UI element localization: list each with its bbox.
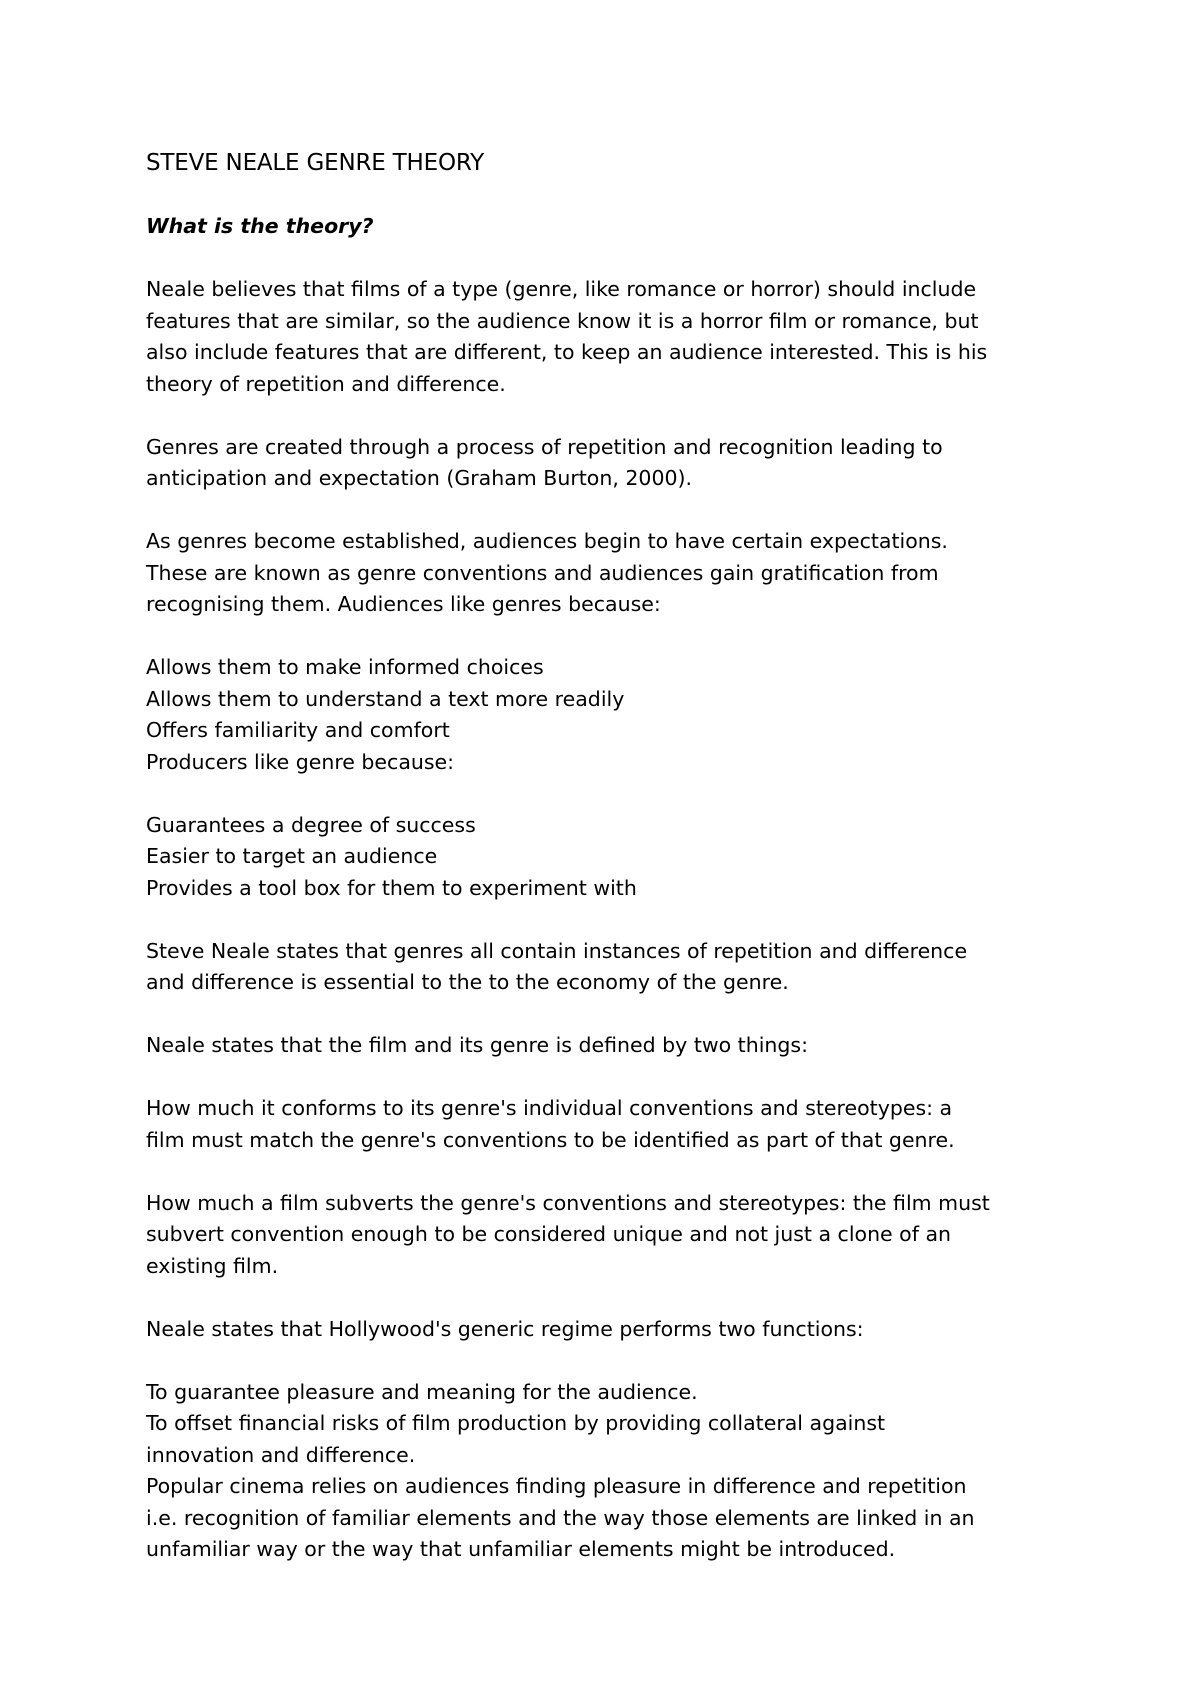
text-line: unfamiliar way or the way that unfamiliar elements might be introduced.: [146, 1537, 896, 1561]
paragraph-repetition-difference: [146, 274, 1086, 400]
text-line: To guarantee pleasure and meaning for the audience.: [146, 1379, 698, 1404]
text-line: How much it conforms to its genre's individual conventions and stereotypes: a: [146, 1096, 953, 1120]
list-item: Easier to target an audience: [146, 844, 438, 868]
paragraph-conforms: [146, 1093, 1086, 1156]
list-item: Provides a tool box for them to experiment with: [146, 875, 637, 900]
text-line: Popular cinema relies on audiences finding pleasure in difference and repetition: [146, 1474, 967, 1498]
text-line: Neale states that the film and its genre is defined by two things:: [146, 1033, 809, 1057]
text-line: theory of repetition and difference.: [146, 371, 506, 396]
text-line: and difference is essential to the to the economy of the genre.: [146, 970, 789, 994]
document-title: STEVE NEALE GENRE THEORY: [146, 150, 485, 176]
paragraph-two-things: [146, 1030, 1086, 1062]
text-line: Neale believes that films of a type (genre, like romance or horror) should include: [146, 277, 977, 301]
text-line: Neale states that Hollywood's generic regime performs two functions:: [146, 1316, 864, 1341]
paragraph-two-functions: [146, 1314, 1086, 1346]
text-line: As genres become established, audiences begin to have certain expectations.: [146, 529, 948, 553]
list-item: Allows them to make informed choices: [146, 655, 544, 679]
document-page: [146, 148, 1086, 1597]
text-line: innovation and difference.: [146, 1442, 416, 1467]
paragraph-subverts: [146, 1188, 1086, 1283]
list-audience-reasons: [146, 652, 1086, 778]
section-heading: What is the theory?: [146, 214, 374, 238]
list-item: Allows them to understand a text more readily: [146, 686, 625, 711]
text-line: Steve Neale states that genres all contain instances of repetition and difference: [146, 938, 968, 963]
list-item: Guarantees a degree of success: [146, 812, 476, 837]
paragraph-functions-list: [146, 1377, 1086, 1566]
text-line: recognising them. Audiences like genres because:: [146, 592, 661, 616]
text-line: features that are similar, so the audience know it is a horror film or romance, but: [146, 308, 979, 333]
list-item: Offers familiarity and comfort: [146, 718, 450, 742]
text-line: subvert convention enough to be considered unique and not just a clone of an: [146, 1222, 952, 1246]
text-line: film must match the genre's conventions to be identified as part of that genre.: [146, 1127, 955, 1152]
text-line: Genres are created through a process of repetition and recognition leading to: [146, 434, 943, 459]
text-line: How much a film subverts the genre's conventions and stereotypes: the film must: [146, 1190, 990, 1215]
paragraph-genre-process: [146, 432, 1086, 495]
list-item: Producers like genre because:: [146, 749, 455, 774]
paragraph-instances: [146, 936, 1086, 999]
text-line: anticipation and expectation (Graham Burton, 2000).: [146, 466, 693, 490]
text-line: existing film.: [146, 1253, 279, 1278]
paragraph-expectations: [146, 526, 1086, 621]
text-line: also include features that are different, to keep an audience interested. This is his: [146, 340, 988, 364]
text-line: i.e. recognition of familiar elements and the way those elements are linked in an: [146, 1505, 975, 1530]
text-line: To offset financial risks of film production by providing collateral against: [146, 1411, 886, 1435]
list-producer-reasons: [146, 810, 1086, 905]
text-line: These are known as genre conventions and audiences gain gratification from: [146, 560, 939, 585]
